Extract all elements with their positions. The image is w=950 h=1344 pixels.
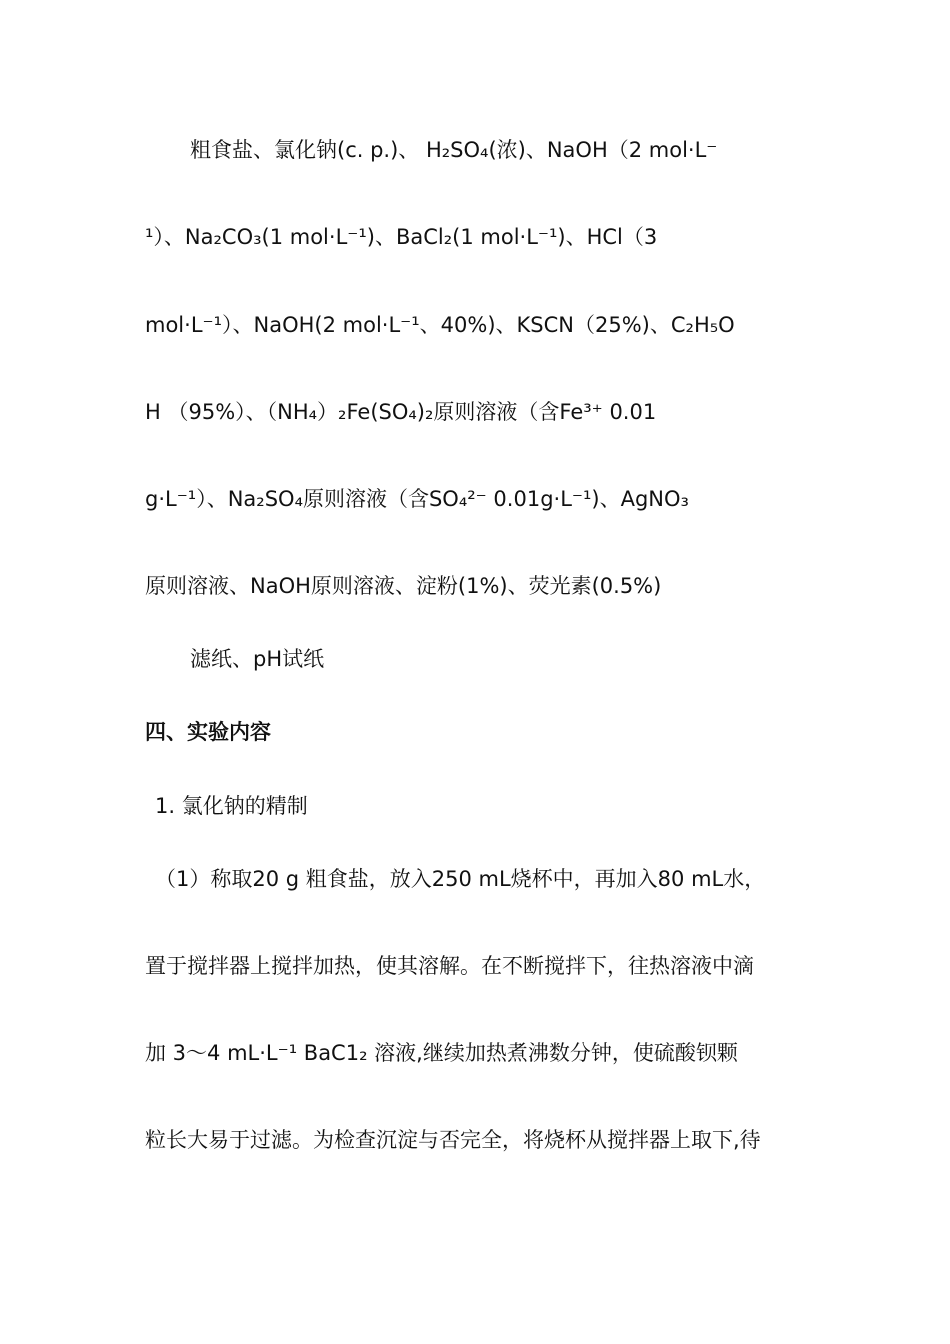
procedure-line-3: 加 3～4 mL·L⁻¹ BaC1₂ 溶液,继续加热煮沸数分钟，使硫酸钡颗 [145,1041,738,1065]
reagent-line-1: 粗食盐、氯化钠(c. p.)、 H₂SO₄(浓)、NaOH（2 mol·L⁻ [190,138,718,162]
procedure-line-1: （1）称取20 g 粗食盐，放入250 mL烧杯中，再加入80 mL水， [155,867,766,891]
reagent-line-2: ¹）、Na₂CO₃(1 mol·L⁻¹)、BaCl₂(1 mol·L⁻¹)、HCl（3 [145,225,658,249]
subsection-heading: 1. 氯化钠的精制 [155,794,308,818]
reagent-line-6: 原则溶液、NaOH原则溶液、淀粉(1%)、荧光素(0.5%) [145,574,662,598]
procedure-line-2: 置于搅拌器上搅拌加热，使其溶解。在不断搅拌下，往热溶液中滴 [145,954,754,978]
section-heading: 四、实验内容 [145,720,271,744]
reagent-line-4: H （95%）、（NH₄）₂Fe(SO₄)₂原则溶液（含Fe³⁺ 0.01 [145,400,657,424]
reagent-line-5: g·L⁻¹）、Na₂SO₄原则溶液（含SO₄²⁻ 0.01g·L⁻¹)、AgNO₃ [145,487,689,511]
procedure-line-4: 粒长大易于过滤。为检查沉淀与否完全，将烧杯从搅拌器上取下,待 [145,1128,761,1152]
reagent-line-3: mol·L⁻¹）、NaOH(2 mol·L⁻¹、40%)、KSCN（25%)、C₂H₅O [145,313,735,337]
materials-line: 滤纸、pH试纸 [190,647,325,671]
